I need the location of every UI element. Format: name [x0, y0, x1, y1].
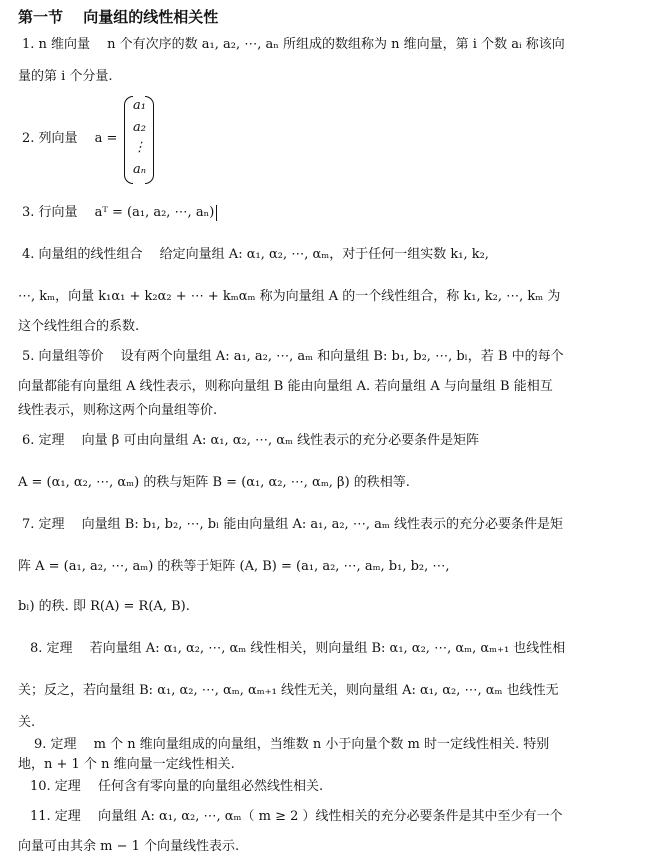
text-cursor — [216, 205, 217, 221]
item-10-line: 10. 定理 任何含有零向量的向量组必然线性相关. — [30, 779, 324, 794]
vector-entry-2: a₂ — [133, 120, 146, 135]
item-9-line-1: 9. 定理 m 个 n 维向量组成的向量组，当维数 n 小于向量个数 m 时一定线性相关. 特别 — [34, 737, 550, 752]
section-title: 第一节 向量组的线性相关性 — [18, 8, 219, 26]
item-4-line-2: ⋯, kₘ，向量 k₁α₁ + k₂α₂ + ⋯ + kₘαₘ 称为向量组 A 的一个线性组合，称 k₁, k₂, ⋯, kₘ 为 — [18, 289, 561, 304]
item-1-line-2: 量的第 i 个分量. — [18, 69, 113, 84]
item-8-line-2: 关；反之，若向量组 B: α₁, α₂, ⋯, αₘ, αₘ₊₁ 线性无关，则向量组 A: α₁, α₂, ⋯, αₘ 也线性无 — [18, 683, 559, 698]
item-6-line-2: A = (α₁, α₂, ⋯, αₘ) 的秩与矩阵 B = (α₁, α₂, ⋯, αₘ, β) 的秩相等. — [18, 475, 410, 490]
item-3-text: 3. 行向量 aᵀ = (a₁, a₂, ⋯, aₙ) — [22, 205, 215, 220]
item-4-line-3: 这个线性组合的系数. — [18, 319, 140, 334]
item-7-line-1: 7. 定理 向量组 B: b₁, b₂, ⋯, bₗ 能由向量组 A: a₁, a₂, ⋯, aₘ 线性表示的充分必要条件是矩 — [22, 517, 563, 532]
item-5-line-2: 向量都能有向量组 A 线性表示，则称向量组 B 能由向量组 A. 若向量组 A 与向量组 B 能相互 — [18, 379, 553, 394]
item-8-line-1: 8. 定理 若向量组 A: α₁, α₂, ⋯, αₘ 线性相关，则向量组 B: α₁, α₂, ⋯, αₘ, αₘ₊₁ 也线性相 — [30, 641, 566, 656]
item-8-line-3: 关. — [18, 715, 36, 730]
vector-entry-1: a₁ — [133, 98, 146, 113]
vector-entry-n: aₙ — [133, 162, 147, 177]
item-2-line: 2. 列向量 a = — [22, 131, 118, 146]
item-7-line-3: bₗ) 的秩. 即 R(A) = R(A, B). — [18, 599, 190, 614]
item-3-line — [22, 204, 632, 222]
left-paren — [124, 96, 133, 184]
item-5-line-1: 5. 向量组等价 设有两个向量组 A: a₁, a₂, ⋯, aₘ 和向量组 B: b₁, b₂, ⋯, bₗ，若 B 中的每个 — [22, 349, 564, 364]
item-5-line-3: 线性表示，则称这两个向量组等价. — [18, 403, 218, 418]
item-9-line-2: 地，n + 1 个 n 维向量一定线性相关. — [18, 757, 235, 772]
item-1-line-1: 1. n 维向量 n 个有次序的数 a₁, a₂, ⋯, aₙ 所组成的数组称为 n 维向量，第 i 个数 aᵢ 称该向 — [22, 37, 565, 52]
item-11-line-1: 11. 定理 向量组 A: α₁, α₂, ⋯, αₘ（ m ≥ 2 ）线性相关的充分必要条件是其中至少有一个 — [30, 809, 563, 824]
vector-entry-dots: ⋮ — [133, 140, 146, 155]
right-paren — [145, 96, 154, 184]
item-6-line-1: 6. 定理 向量 β 可由向量组 A: α₁, α₂, ⋯, αₘ 线性表示的充分必要条件是矩阵 — [22, 433, 480, 448]
column-vector — [124, 96, 154, 184]
item-7-line-2: 阵 A = (a₁, a₂, ⋯, aₘ) 的秩等于矩阵 (A, B) = (a₁, a₂, ⋯, aₘ, b₁, b₂, ⋯, — [18, 559, 450, 574]
item-4-line-1: 4. 向量组的线性组合 给定向量组 A: α₁, α₂, ⋯, αₘ，对于任何一组实数 k₁, k₂, — [22, 247, 489, 262]
item-11-line-2: 向量可由其余 m − 1 个向量线性表示. — [18, 839, 240, 854]
